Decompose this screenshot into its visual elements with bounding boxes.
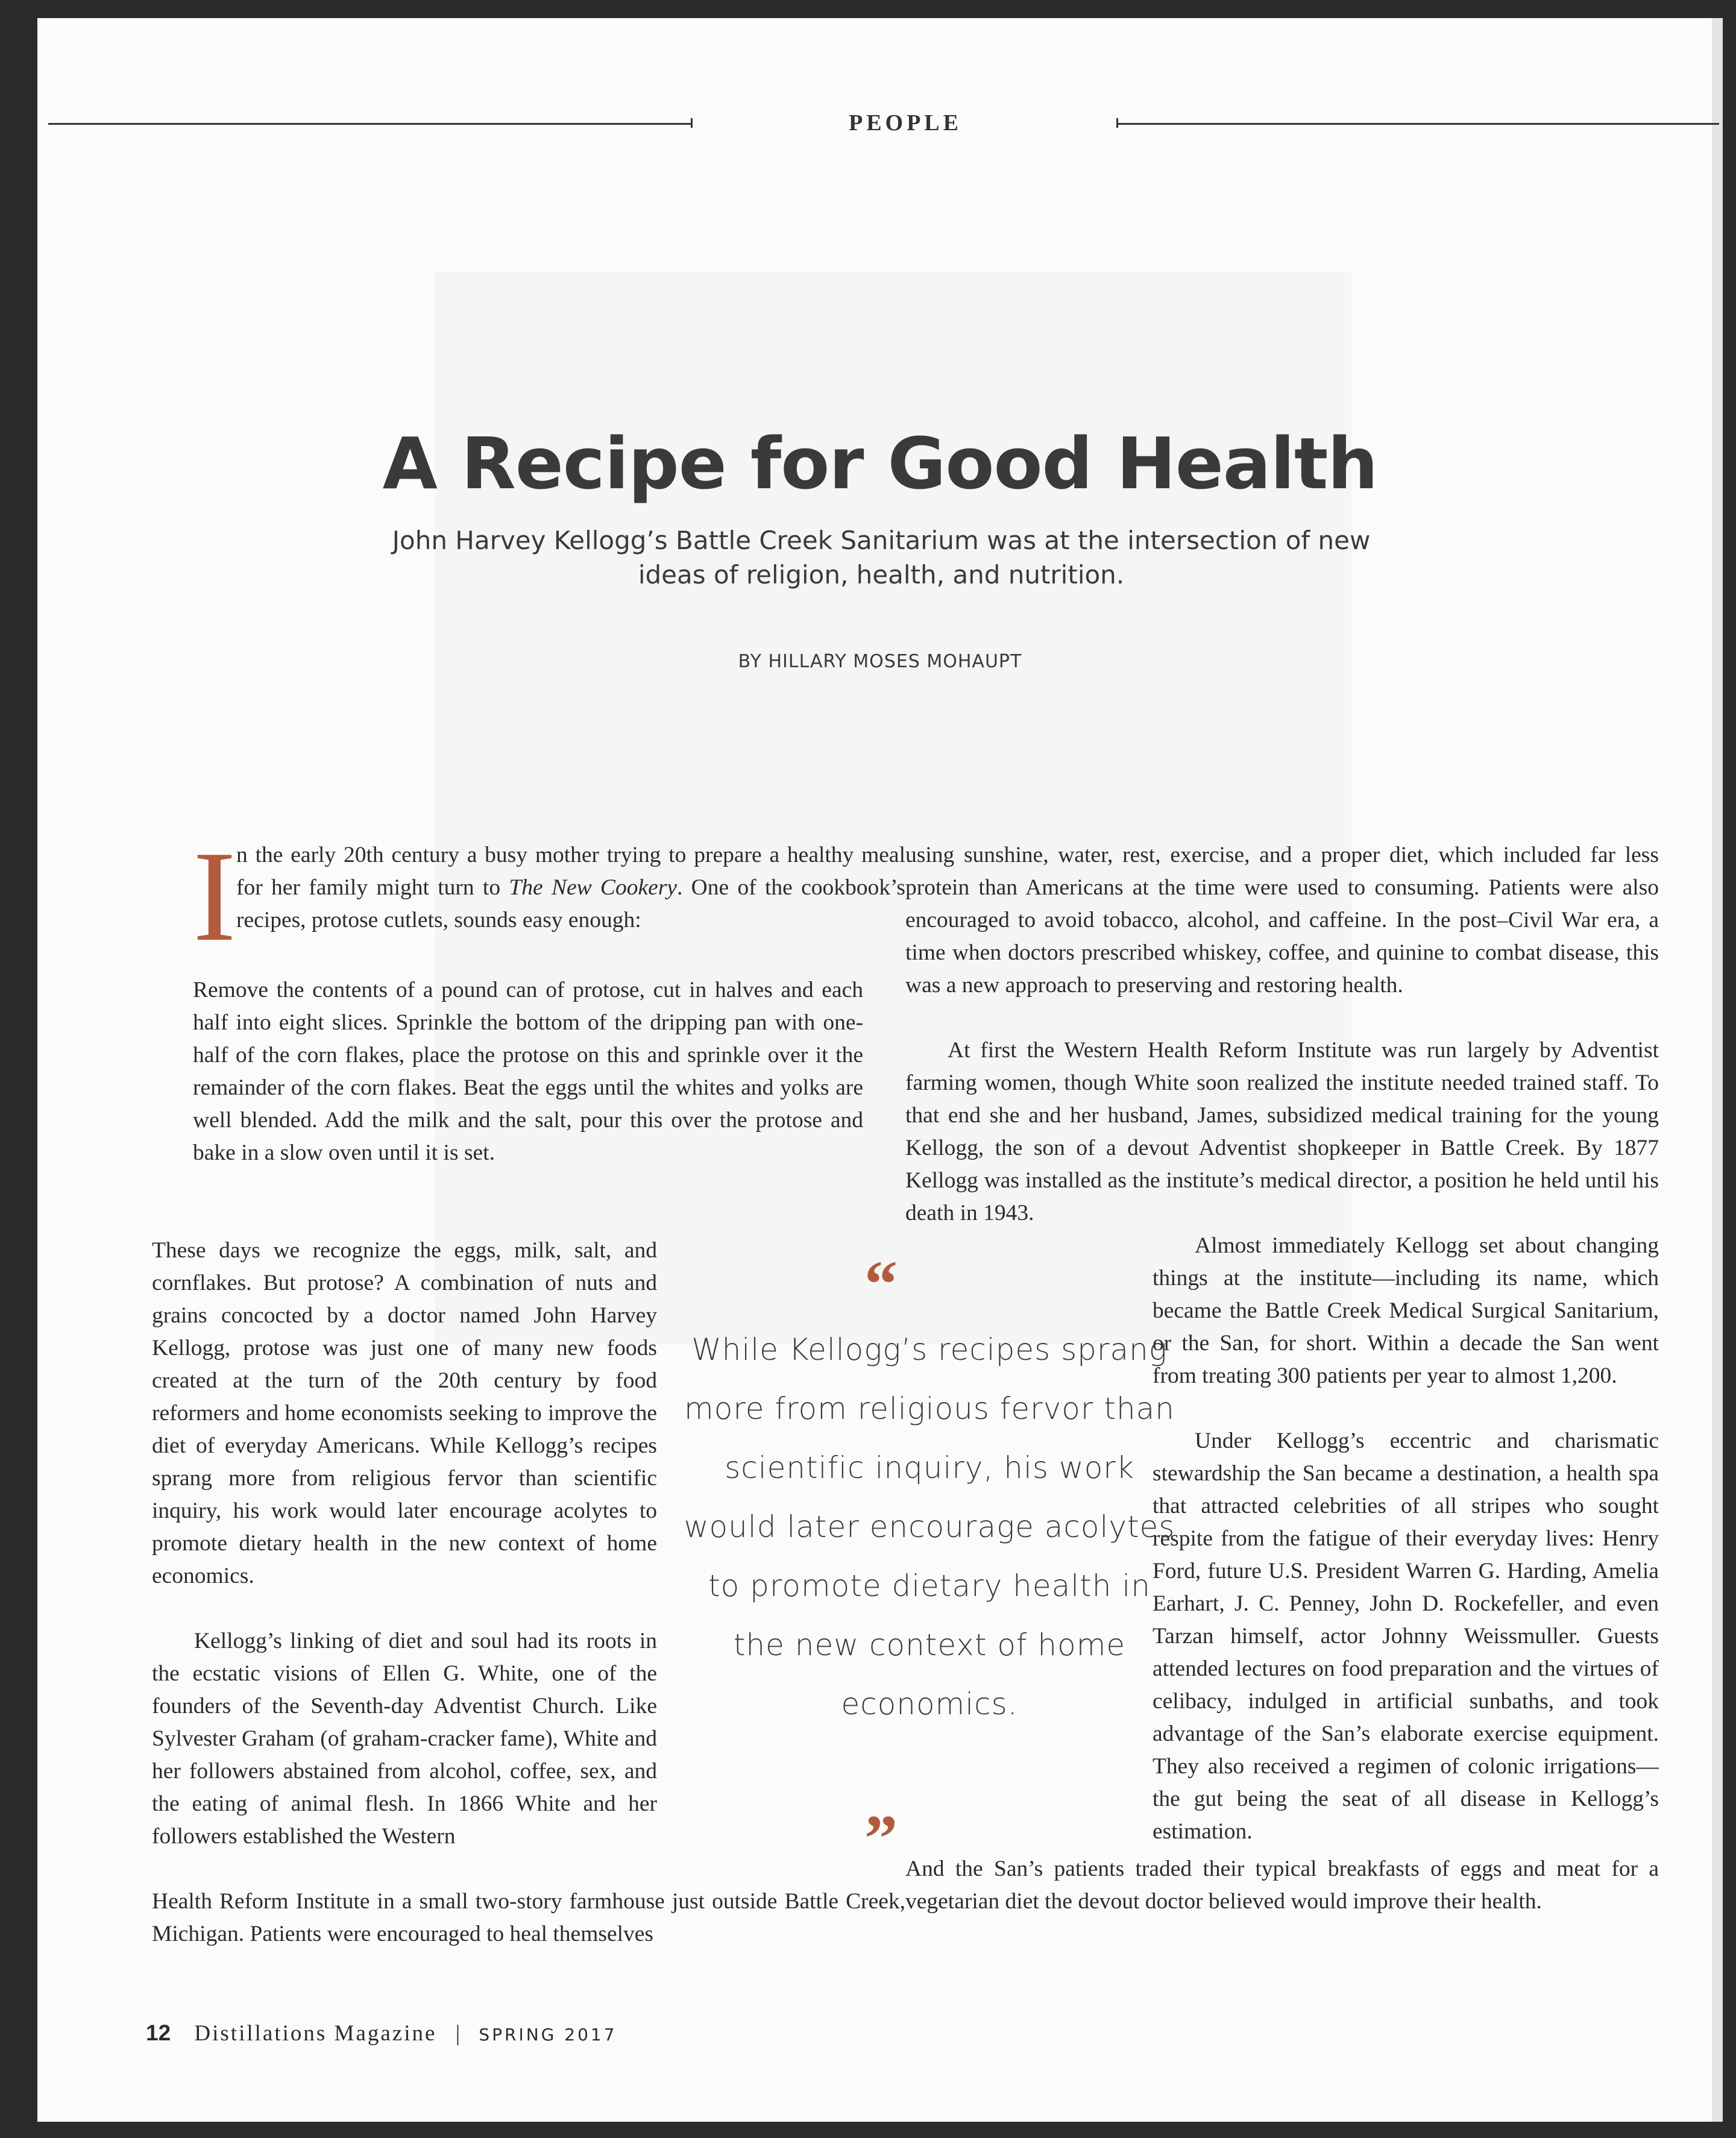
paragraph-destination: Under Kellogg’s eccentric and charismatic stewardship the San became a destination, a health spa that attracted celebrities of all stripes who sought respite from the fatigue of their everyday lives: Henry Ford, future U.S. President Warren G. Harding, Amelia Earhart, J. C. Penney, John D. Rockefeller, and even Tarzan himself, actor Johnny Weissmuller. Guests attended lectures on food preparation and the virtues of celibacy, indulged in artificial sunbaths, and took advantage of the San’s elaborate exercise equipment. They also received a regimen of colonic irrigations—the gut being the seat of all disease in Kellogg’s estimation. xyxy=(1153,1429,1659,1844)
header-rule-left xyxy=(48,123,692,125)
footer-separator: | xyxy=(455,2021,461,2046)
close-quote-mark: ” xyxy=(864,1802,898,1875)
paragraph-san-name: Almost immediately Kellogg set about changing things at the institute—including its name, which became the Battle Creek Medical Surgical Sanitarium, or the San, for short. Within a decade the San went from treating 300 patients per year to almost 1,200. xyxy=(1153,1233,1659,1388)
magazine-page xyxy=(37,18,1723,2122)
byline: BY HILLARY MOSES MOHAUPT xyxy=(738,651,1022,672)
section-label: PEOPLE xyxy=(848,110,963,136)
recipe-block: Remove the contents of a pound can of protose, cut in halves and each half into eight slices. Sprinkle the bottom of the dripping pan with one-half of the corn flakes, place the protose on this and sprinkle over it the remainder of the corn flakes. Beat the eggs until the whites and yolks are well blended. Add the milk and the salt, pour this over the protose and bake in a slow oven until it is set. xyxy=(193,978,863,1165)
intro-text-pre: n the early 20th century a busy mother trying to prepare a healthy meal for her family might turn to xyxy=(236,843,905,900)
pull-quote: While Kellogg’s recipes sprang more from religious fervor than scientific inquiry, his work would later encourage acolytes to promote dietary health in the new context of home economics. xyxy=(684,1332,1175,1721)
page-footer xyxy=(146,2020,617,2046)
paragraph-protose: These days we recognize the eggs, milk, salt, and cornflakes. But protose? A combination of nuts and grains concocted by a doctor named John Harvey Kellogg, protose was just one of many new foods created at the turn of the 20th century by food reformers and home economists seeking to improve the diet of everyday Americans. While Kellogg’s recipes sprang more from religious fervor than scientific inquiry, his work would later encourage acolytes to promote dietary health in the new context of home economics. xyxy=(152,1238,657,1588)
paragraph-institute: At first the Western Health Reform Institute was run largely by Adventist farming women, though White soon realized the institute needed trained staff. To that end she and her husband, James, subsidized medical training for the young Kellogg, the son of a devout Adventist shopkeeper in Battle Creek. By 1877 Kellogg was installed as the institute’s medical director, a position he held until his death in 1943. xyxy=(905,1038,1659,1225)
open-quote-mark: “ xyxy=(864,1247,898,1321)
paragraph-breakfasts: And the San’s patients traded their typical breakfasts of eggs and meat for a vegetarian diet the devout doctor believed would improve their health. xyxy=(905,1857,1659,1914)
page-edge xyxy=(1712,18,1723,2122)
header-rule-right xyxy=(1116,123,1719,125)
paragraph-health-reform: Health Reform Institute in a small two-story farmhouse just outside Battle Creek, Michigan. Patients were encouraged to heal themselves xyxy=(152,1889,905,1946)
book-title: The New Cookery xyxy=(509,875,677,900)
page-number: 12 xyxy=(146,2020,171,2045)
article-subtitle: John Harvey Kellogg’s Battle Creek Sanitarium was at the intersection of new ideas of religion, health, and nutrition. xyxy=(392,526,1371,590)
intro-text-post: . One of the cookbook’s recipes, protose cutlets, sounds easy enough: xyxy=(236,875,906,932)
drop-cap: I xyxy=(193,824,236,968)
issue-label: SPRING 2017 xyxy=(479,2025,617,2045)
header-tick-left xyxy=(691,118,693,128)
paragraph-sunshine: using sunshine, water, rest, exercise, and a proper diet, which included far less protein than Americans at the time were used to consuming. Patients were also encouraged to avoid tobacco, alcohol, and caffeine. In the post–Civil War era, a time when doctors prescribed whiskey, coffee, and quinine to combat disease, this was a new approach to preserving and restoring health. xyxy=(905,843,1659,998)
magazine-name: Distillations Magazine xyxy=(194,2021,437,2046)
intro-paragraph xyxy=(236,839,905,937)
section-header xyxy=(37,110,1723,137)
paragraph-kellogg-roots: Kellogg’s linking of diet and soul had its roots in the ecstatic visions of Ellen G. White, one of the founders of the Seventh-day Adventist Church. Like Sylvester Graham (of graham-cracker fame), White and her followers abstained from alcohol, coffee, sex, and the eating of animal flesh. In 1866 White and her followers established the Western xyxy=(152,1629,657,1849)
article-title: A Recipe for Good Health xyxy=(382,422,1378,505)
